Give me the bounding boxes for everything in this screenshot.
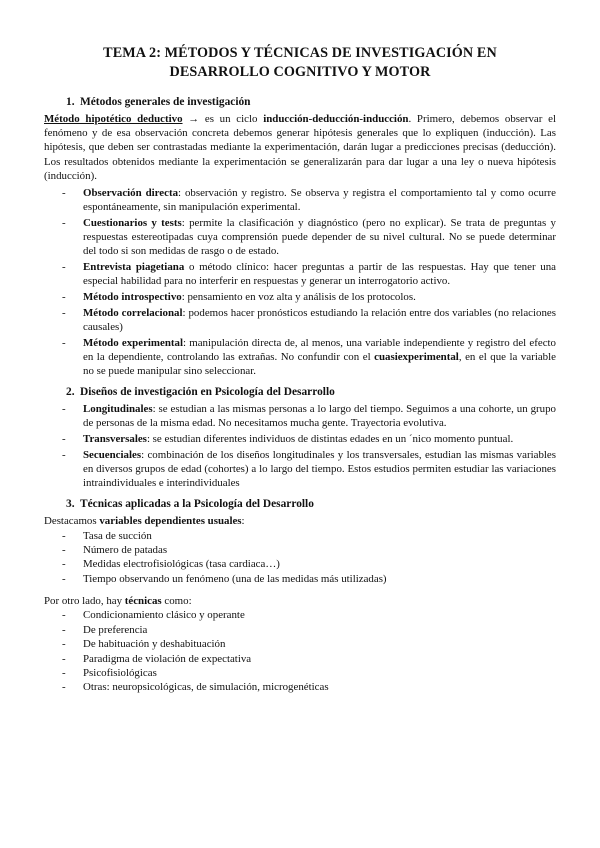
list-item: [44, 652, 556, 666]
dash-bullet: -: [62, 667, 66, 680]
item-text: Tiempo observando un fenómeno (una de las medidas más utilizadas): [83, 572, 387, 585]
dash-bullet: -: [62, 403, 66, 416]
item-term: Transversales: [83, 433, 147, 446]
item-text: : combinación de los diseños longitudinales y los transversales, estudian las mismas variables en diversos grupos de edad (cohortes) a lo largo del tiempo. Estos estudios permiten estudiar las variaciones intraindividuales e interindividuales: [83, 448, 556, 490]
dash-bullet: -: [62, 638, 66, 651]
item-text-2: , en el que la variable no se puede manipular sino seleccionar.: [83, 350, 556, 377]
item-term: Cuestionarios y tests: [83, 216, 182, 229]
item-term: Método introspectivo: [83, 290, 182, 303]
item-text: : manipulación directa de, al menos, una variable independiente y registro del efecto en la dependiente, controlando las extrañas. No confundir con el: [83, 336, 556, 363]
list-item: [44, 216, 556, 259]
title-line-1: TEMA 2: MÉTODOS Y TÉCNICAS DE INVESTIGACIÓN EN: [103, 45, 497, 61]
dash-bullet: -: [62, 652, 66, 665]
intro-text: :: [241, 515, 245, 528]
section-1-heading: [44, 95, 556, 109]
list-item: [44, 666, 556, 680]
list-item: [44, 432, 556, 446]
item-text: Paradigma de violación de expectativa: [83, 652, 252, 665]
techniques-list: [44, 608, 556, 694]
dash-bullet: -: [62, 529, 66, 542]
dash-bullet: -: [62, 290, 66, 303]
list-item: [44, 529, 556, 543]
intro-bold: variables dependientes usuales: [99, 515, 242, 528]
dash-bullet: -: [62, 336, 66, 349]
section-number: 2.: [66, 386, 75, 399]
intro-term: Método hipotético deductivo: [44, 113, 183, 125]
section-title: Diseños de investigación en Psicología del Desarrollo: [80, 386, 335, 399]
dash-bullet: -: [62, 448, 66, 461]
methods-list: [44, 186, 556, 378]
list-item: [44, 260, 556, 288]
title-line-2: DESARROLLO COGNITIVO Y MOTOR: [169, 64, 431, 80]
document-title: [44, 44, 556, 82]
list-item: [44, 637, 556, 651]
item-text: : pensamiento en voz alta y análisis de los protocolos.: [181, 290, 416, 303]
list-item: [44, 290, 556, 304]
variables-intro: [44, 514, 556, 528]
section-2-heading: [44, 385, 556, 399]
section-3-heading: [44, 497, 556, 511]
dash-bullet: -: [62, 572, 66, 585]
intro-arrow: → es un ciclo: [182, 113, 264, 125]
dash-bullet: -: [62, 558, 66, 571]
item-text: Número de patadas: [83, 543, 168, 556]
section-title: Métodos generales de investigación: [80, 96, 251, 108]
dash-bullet: -: [62, 609, 66, 622]
intro-bold: inducción-deducción-inducción: [263, 113, 409, 125]
item-text: Tasa de succión: [83, 529, 152, 542]
intro-rest: . Primero, debemos observar el fenómeno y de esa observación concreta debemos generar hipótesis generales que lo expliquen (inducción). Las hipótesis, que deben ser contrastadas mediante la experimentación, darán lugar a predicciones precisas (deducción). Los resultados obtenidos mediante la experimentación se generalizarán para dar lugar a una ley o nueva hipótesis (inducción).: [44, 113, 556, 182]
item-text: Condicionamiento clásico y operante: [83, 609, 245, 622]
list-item: [44, 680, 556, 694]
variables-list: [44, 529, 556, 587]
list-item: [44, 572, 556, 586]
item-text: Otras: neuropsicológicas, de simulación, microgenéticas: [83, 681, 329, 694]
dash-bullet: -: [62, 261, 66, 274]
item-text: o método clínico: hacer preguntas a partir de las respuestas. Hay que tener una especial habilidad para no interferir en respuestas y generar un interrogatorio activo.: [83, 261, 556, 288]
item-term: Observación directa: [83, 187, 179, 200]
item-text: De habituación y deshabituación: [83, 638, 226, 651]
section-title: Técnicas aplicadas a la Psicología del Desarrollo: [80, 498, 314, 511]
section-1-intro: [44, 112, 556, 183]
item-text: De preferencia: [83, 623, 148, 636]
list-item: [44, 402, 556, 430]
item-term: Secuenciales: [83, 448, 142, 461]
intro-text: como:: [161, 595, 192, 608]
list-item: [44, 623, 556, 637]
intro-text: Por otro lado, hay: [44, 595, 125, 608]
list-item: [44, 336, 556, 379]
dash-bullet: -: [62, 306, 66, 319]
item-text: : se estudian a las mismas personas a lo largo del tiempo. Seguimos a una cohorte, un grupo de personas de la misma edad. No necesitamos mucha gente. Trayectoria evolutiva.: [83, 403, 556, 430]
section-number: 3.: [66, 498, 75, 511]
item-term: Longitudinales: [83, 403, 153, 416]
list-item: [44, 557, 556, 571]
item-term-2: cuasiexperimental: [374, 350, 459, 363]
list-item: [44, 543, 556, 557]
item-text: : observación y registro. Se observa y registra el comportamiento tal y como ocurre espontáneamente, sin manipulación experimental.: [83, 187, 556, 214]
item-term: Entrevista piagetiana: [83, 261, 185, 274]
dash-bullet: -: [62, 623, 66, 636]
dash-bullet: -: [62, 543, 66, 556]
item-text: Medidas electrofisiológicas (tasa cardiaca…): [83, 558, 280, 571]
item-text: : se estudian diferentes individuos de distintas edades en un ´nico momento puntual.: [146, 433, 514, 446]
dash-bullet: -: [62, 187, 66, 200]
item-text: : permite la clasificación y diagnóstico (pero no explicar). Se trata de preguntas y respuestas estereotipadas cuya comprensión puede depender de su nivel cultural. No se puede determinar del todo si son medidas de rasgo o de estado.: [83, 216, 556, 258]
dash-bullet: -: [62, 433, 66, 446]
item-term: Método correlacional: [83, 306, 183, 319]
list-item: [44, 448, 556, 491]
intro-bold: técnicas: [124, 595, 162, 608]
dash-bullet: -: [62, 681, 66, 694]
list-item: [44, 608, 556, 622]
designs-list: [44, 402, 556, 490]
intro-text: Destacamos: [44, 515, 100, 528]
document-page: [44, 44, 556, 695]
section-number: 1.: [66, 96, 75, 108]
item-text: Psicofisiológicas: [83, 667, 157, 680]
item-text: : podemos hacer pronósticos estudiando la relación entre dos variables (no relaciones causales): [83, 306, 556, 333]
dash-bullet: -: [62, 216, 66, 229]
item-term: Método experimental: [83, 336, 183, 349]
list-item: [44, 186, 556, 214]
techniques-intro: [44, 594, 556, 608]
list-item: [44, 306, 556, 334]
